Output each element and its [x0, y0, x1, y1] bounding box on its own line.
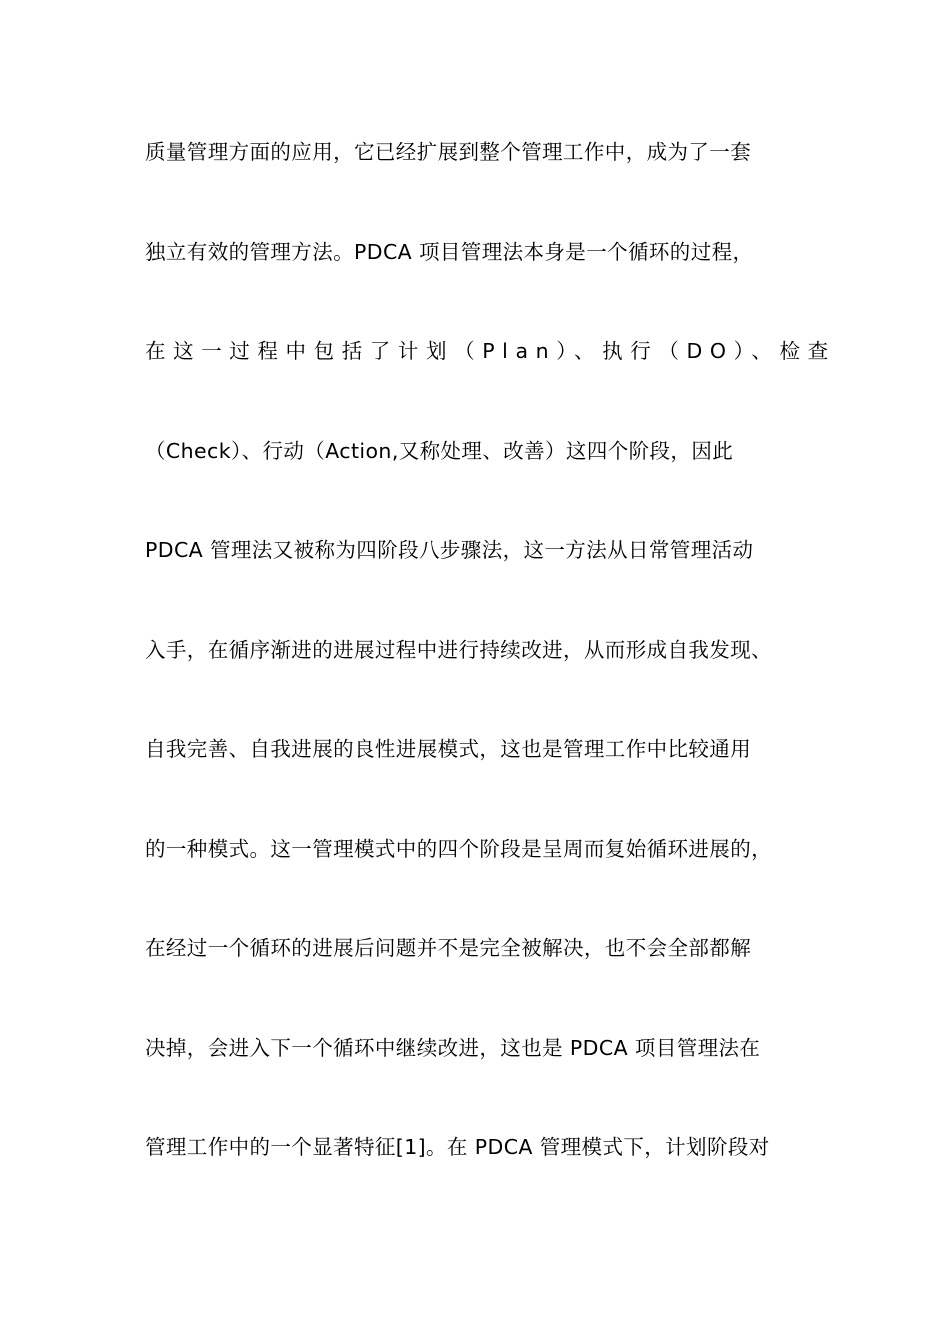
- text-line: 在这一过程中包括了计划（Plan）、执行（DO）、检查: [145, 339, 836, 363]
- text-line: 在经过一个循环的进展后问题并不是完全被解决，也不会全部都解: [145, 936, 752, 960]
- text-line: 独立有效的管理方法。PDCA 项目管理法本身是一个循环的过程，: [145, 239, 754, 264]
- text-line: 自我完善、自我进展的良性进展模式，这也是管理工作中比较通用: [145, 737, 752, 761]
- body-text: [145, 128, 836, 1223]
- text-line: 的一种模式。这一管理模式中的四个阶段是呈周而复始循环进展的，: [145, 836, 772, 861]
- text-line: 入手，在循序渐进的进展过程中进行持续改进，从而形成自我发现、: [145, 637, 772, 662]
- text-line: （Check）、行动（Action,又称处理、改善）这四个阶段，因此: [145, 438, 734, 463]
- text-line: PDCA 管理法又被称为四阶段八步骤法，这一方法从日常管理活动: [145, 538, 754, 562]
- text-line: 决掉，会进入下一个循环中继续改进，这也是 PDCA 项目管理法在: [145, 1035, 761, 1060]
- text-line: 管理工作中的一个显著特征[1]。在 PDCA 管理模式下，计划阶段对: [145, 1135, 770, 1159]
- text-line: 质量管理方面的应用，它已经扩展到整个管理工作中，成为了一套: [145, 140, 752, 164]
